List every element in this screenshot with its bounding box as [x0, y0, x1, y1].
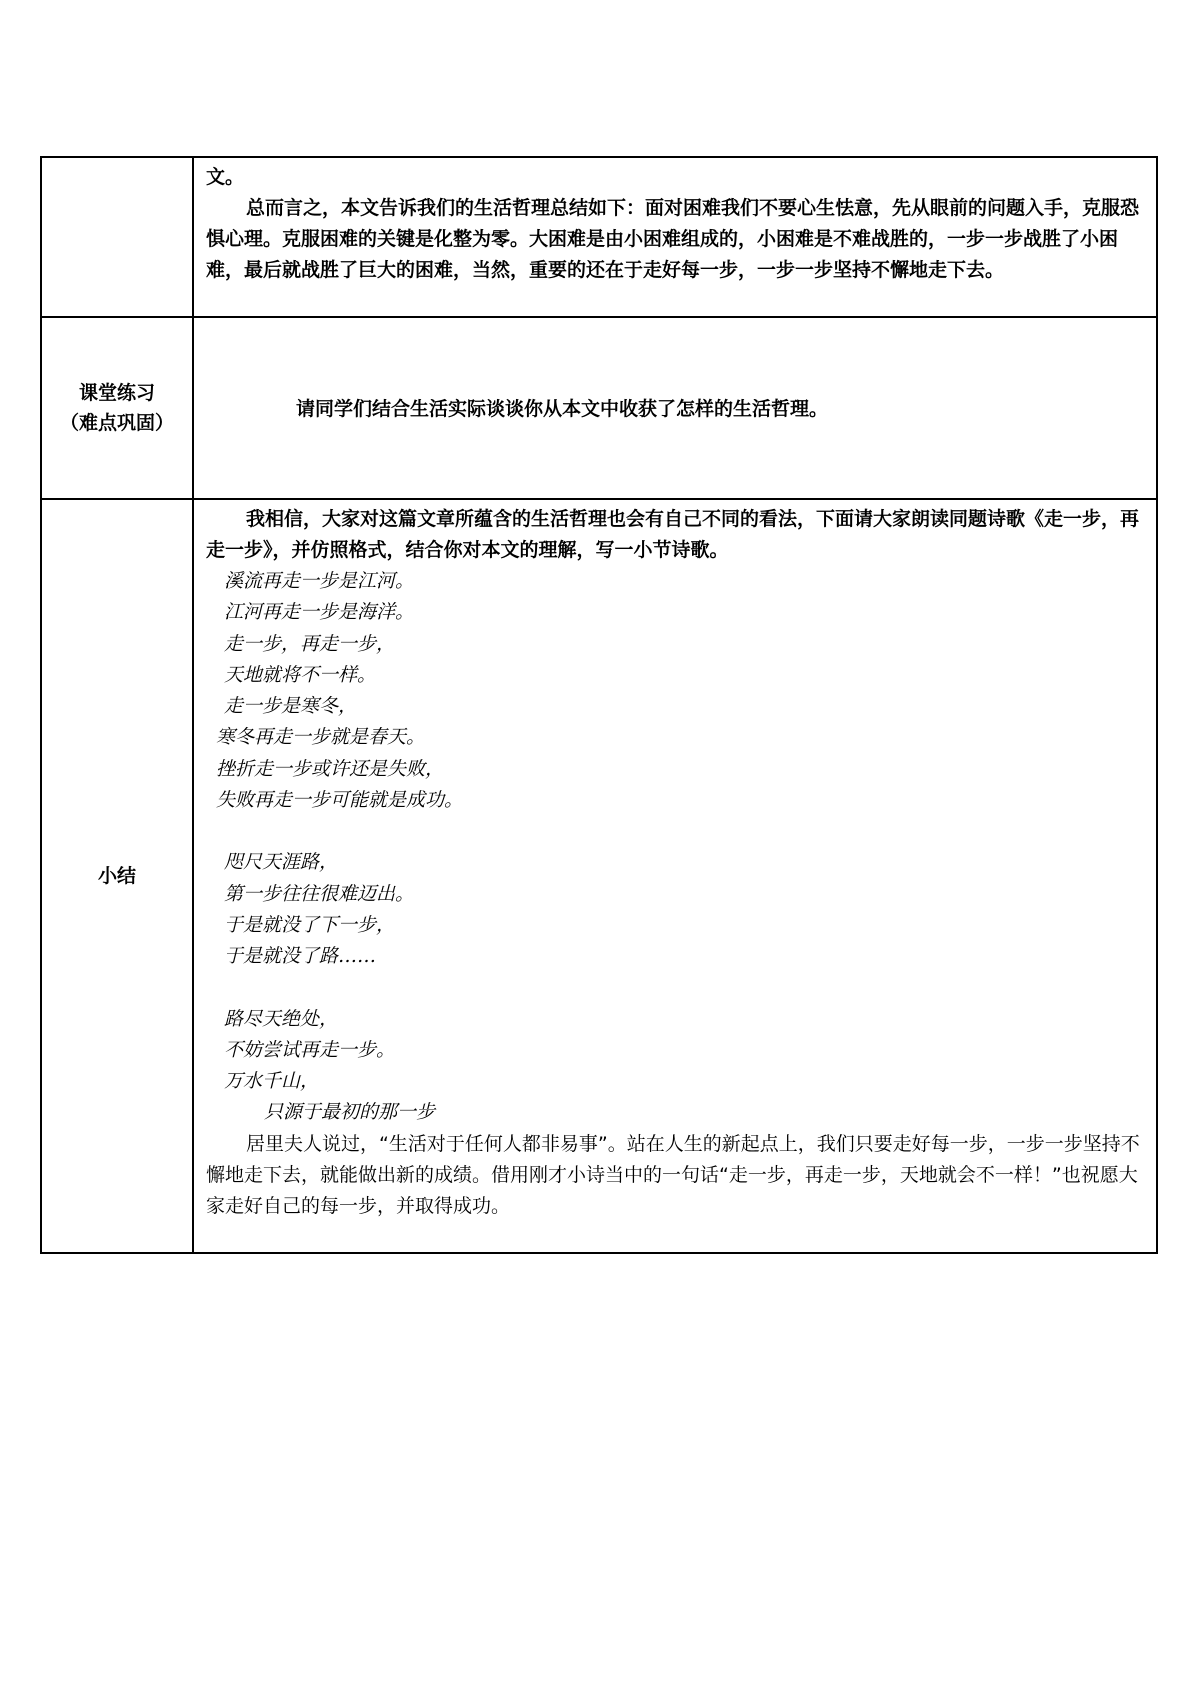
- summary-paragraph: 总而言之，本文告诉我们的生活哲理总结如下：面对困难我们不要心生怯意，先从眼前的问题入手，克服恐惧心理。克服困难的关键是化整为零。大困难是由小困难组成的，小困难是不难战胜的，一步一步战胜了小困难，最后就战胜了巨大的困难，当然，重要的还在于走好每一步，一步一步坚持不懈地走下去。: [206, 197, 1140, 281]
- poem-line: 于是就没了路……: [224, 945, 377, 968]
- poem-line: 走一步是寒冬，: [224, 695, 358, 718]
- poem-line: 天地就将不一样。: [224, 663, 377, 686]
- poem-line: 溪流再走一步是江河。: [224, 570, 415, 592]
- poem-stanza-1: [206, 566, 1142, 816]
- stanza-spacer: [206, 816, 1142, 847]
- conclusion-intro: 我相信，大家对这篇文章所蕴含的生活哲理也会有自己不同的看法，下面请大家朗读同题诗歌《走一步，再走一步》，并仿照格式，结合你对本文的理解，写一小节诗歌。: [206, 508, 1140, 561]
- poem-line: 不妨尝试再走一步。: [224, 1038, 396, 1061]
- poem-line: 失败再走一步可能就是成功。: [216, 789, 464, 812]
- poem-line: 寒冬再走一步就是春天。: [216, 726, 426, 749]
- label-difficulty-consolidation: （难点巩固）: [59, 412, 174, 434]
- poem-line: 万水千山，: [224, 1070, 320, 1093]
- poem-line: 挫折走一步或许还是失败，: [216, 757, 445, 780]
- summary-content-cell: [193, 157, 1157, 317]
- row-label-practice: [41, 317, 193, 499]
- poem-line: 咫尺天涯路，: [224, 851, 339, 874]
- row-label-conclusion: [41, 499, 193, 1253]
- closing-paragraph: 居里夫人说过，“生活对于任何人都非易事”。站在人生的新起点上，我们只要走好每一步，一步一步坚持不懈地走下去，就能做出新的成绩。借用刚才小诗当中的一句话“走一步，再走一步，天地就会不一样！”也祝愿大家走好自己的每一步，并取得成功。: [206, 1132, 1140, 1217]
- poem-line: 走一步，再走一步，: [224, 632, 396, 655]
- poem-stanza-2: [206, 847, 1142, 972]
- table-row-conclusion: [41, 499, 1157, 1253]
- table-row-practice: [41, 317, 1157, 499]
- poem-line: 于是就没了下一步，: [224, 913, 396, 936]
- poem-line: 路尽天绝处，: [224, 1007, 339, 1030]
- stanza-spacer: [206, 973, 1142, 1004]
- paragraph-fragment: 文。: [206, 166, 245, 188]
- poem-stanza-3: [206, 1004, 1142, 1129]
- poem-line: 江河再走一步是海洋。: [224, 601, 415, 624]
- conclusion-content-cell: [193, 499, 1157, 1253]
- practice-task: 请同学们结合生活实际谈谈你从本文中收获了怎样的生活哲理。: [296, 398, 829, 420]
- poem-line: 只源于最初的那一步: [264, 1101, 436, 1124]
- label-conclusion: 小结: [97, 865, 136, 887]
- lesson-plan-table: [40, 156, 1158, 1254]
- row-label-empty: [41, 157, 193, 317]
- practice-content-cell: [193, 317, 1157, 499]
- table-row-summary-continuation: [41, 157, 1157, 317]
- poem-line: 第一步往往很难迈出。: [224, 882, 415, 905]
- label-practice: 课堂练习: [78, 382, 155, 404]
